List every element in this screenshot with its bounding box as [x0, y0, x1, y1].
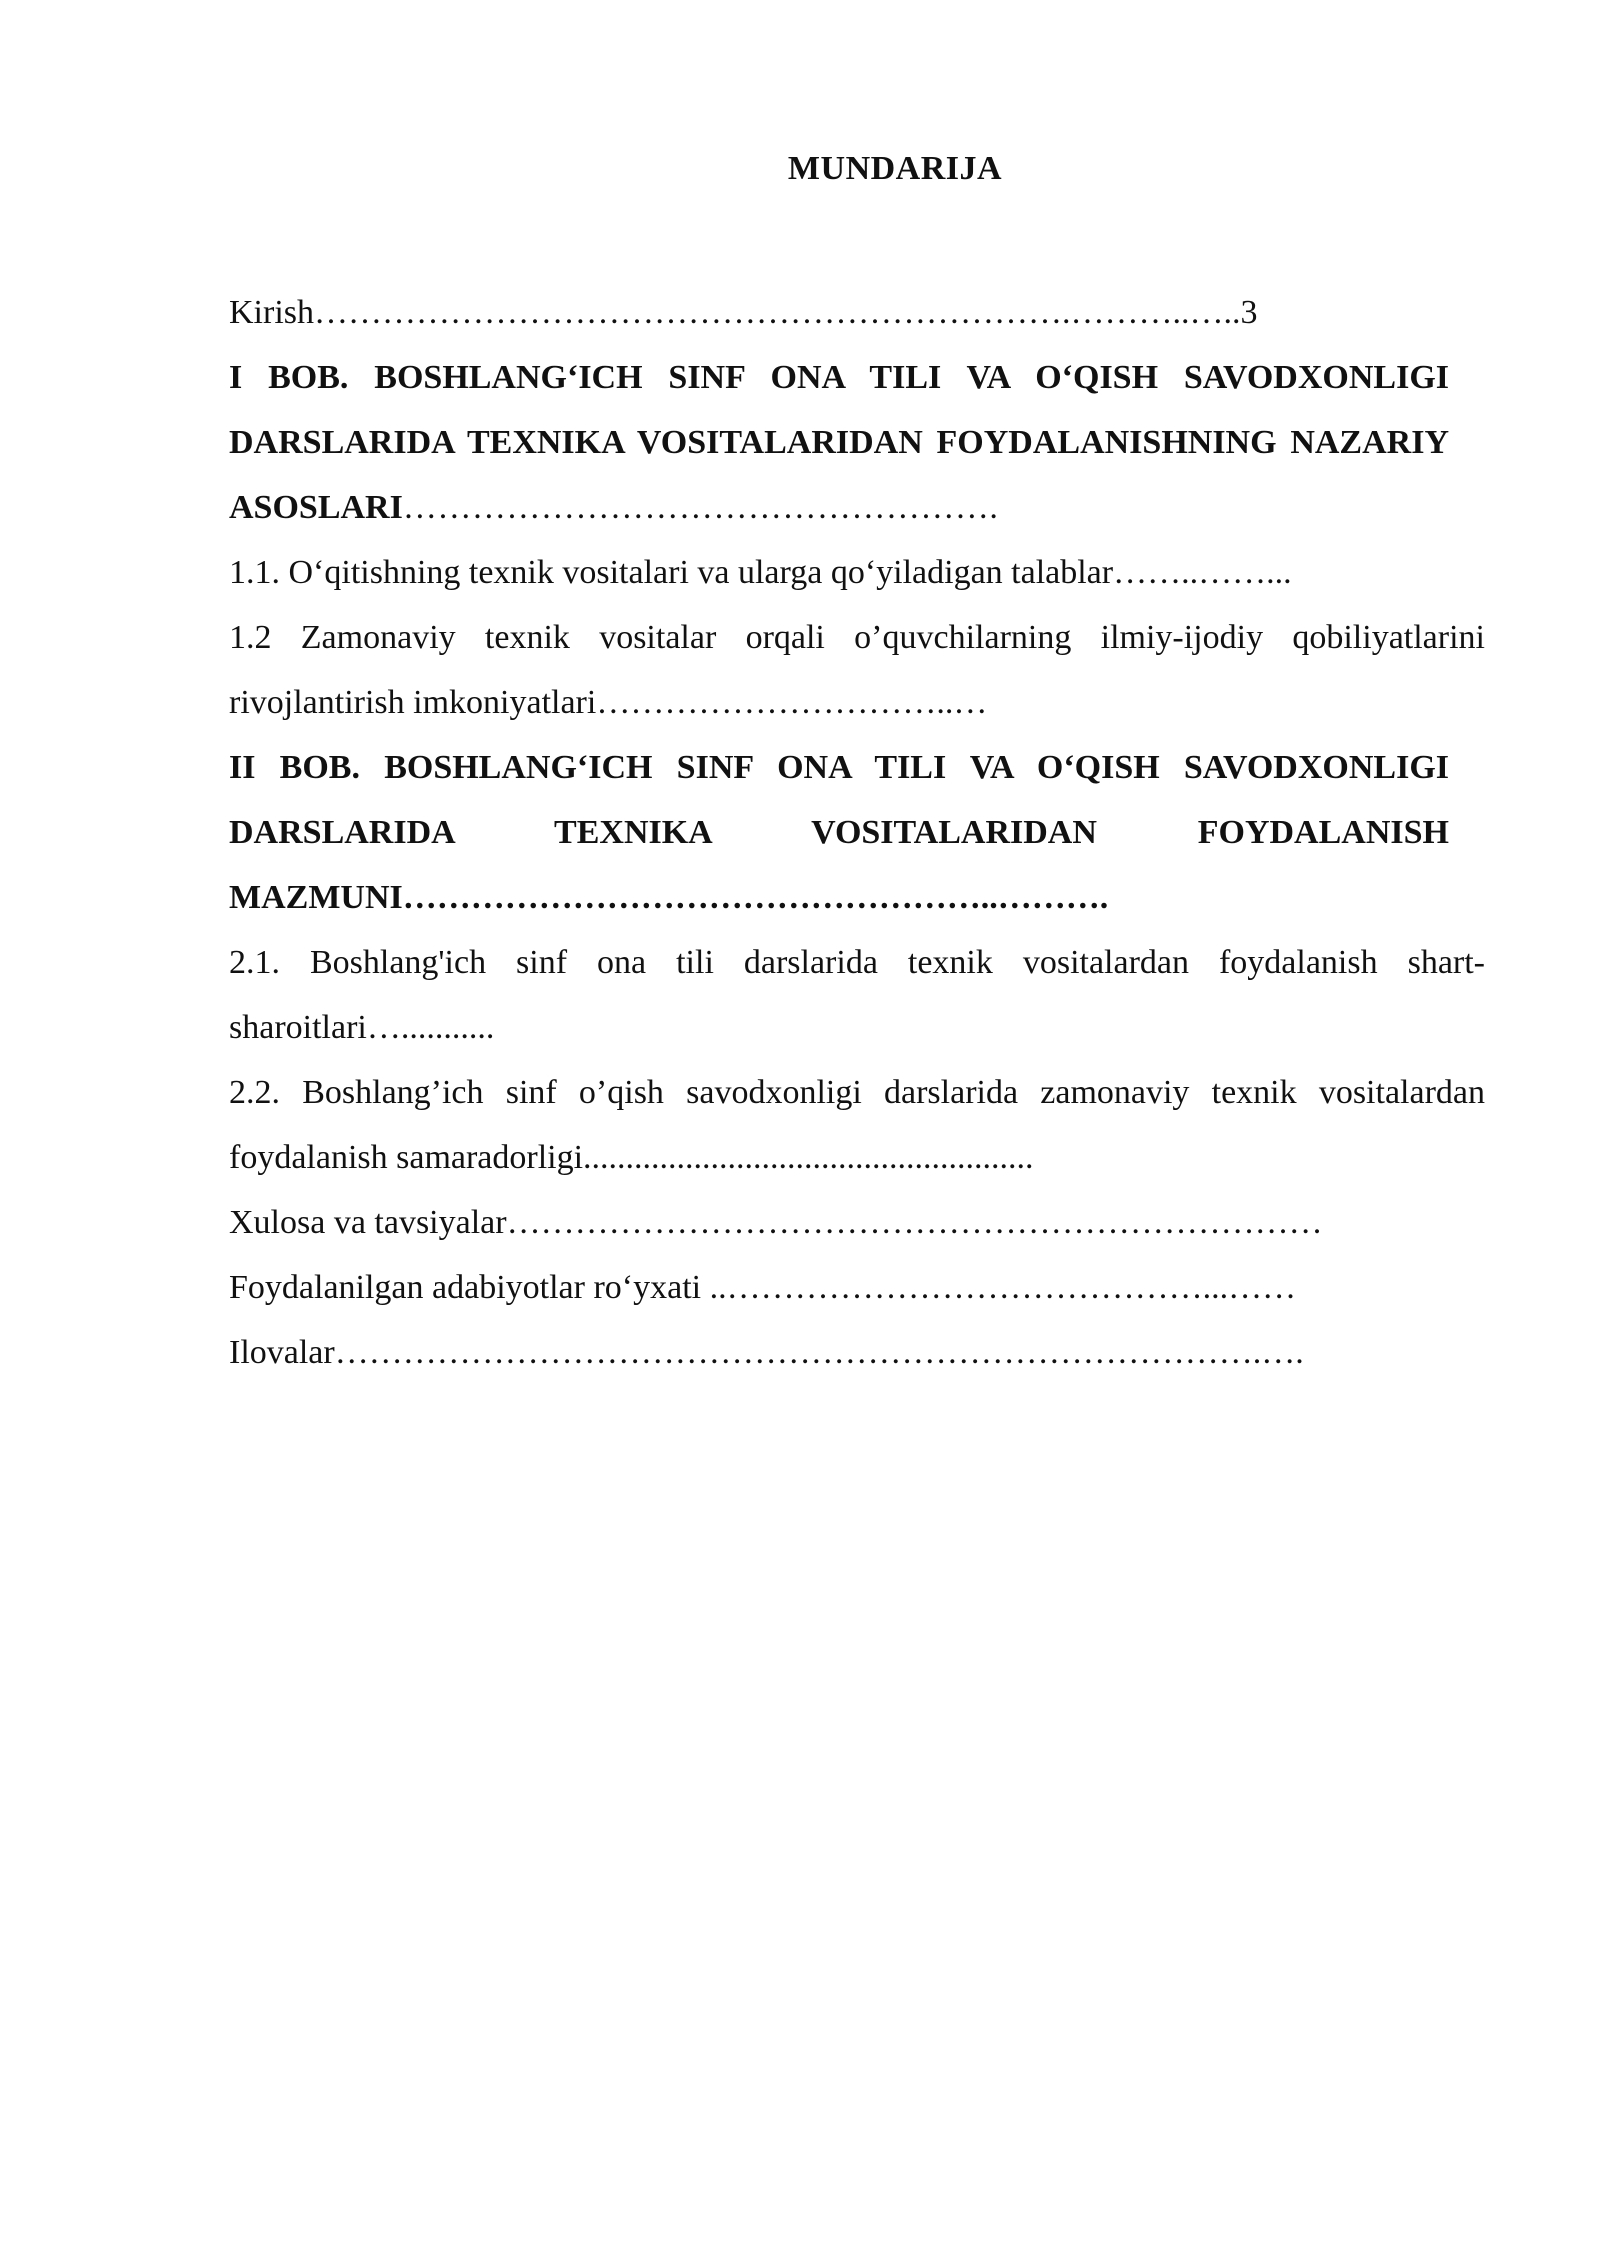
toc-entry-references: Foydalanilgan adabiyotlar ro‘yxati ..……………………………………...…… [229, 1269, 1297, 1306]
toc-entry-chapter-1 [229, 345, 1449, 540]
toc-entry-section-2-1: 2.1. Boshlang'ich sinf ona tili darslarida texnik vositalardan foydalanish shart-sharoitlari…........... [229, 944, 1485, 1046]
toc-entry-chapter-2: II BOB. BOSHLANG‘ICH SINF ONA TILI VA O‘QISH SAVODXONLIGI DARSLARIDA TEXNIKA VOSITALARIDAN FOYDALANISH MAZMUNI……………………………………………..………. [229, 749, 1449, 916]
table-of-contents [229, 280, 1485, 1385]
toc-entry-section-2-2: 2.2. Boshlang’ich sinf o’qish savodxonligi darslarida zamonaviy texnik vositalardan foydalanish samaradorligi..................................................... [229, 1074, 1485, 1176]
toc-entry-section-1-1: 1.1. O‘qitishning texnik vositalari va ularga qo‘yiladigan talablar……..……... [229, 554, 1292, 591]
toc-entry-chapter-1-leader: ……………………………………………. [402, 489, 999, 526]
toc-entry-chapter-1-title: I BOB. BOSHLANG‘ICH SINF ONA TILI VA O‘QISH SAVODXONLIGI DARSLARIDA TEXNIKA VOSITALARIDAN FOYDALANISHNING NAZARIY ASOSLARI [229, 359, 1449, 526]
page-title: MUNDARIJA [787, 150, 1003, 187]
toc-entry-section-1-2: 1.2 Zamonaviy texnik vositalar orqali o’quvchilarning ilmiy-ijodiy qobiliyatlarini rivojlantirish imkoniyatlari…………………………..… [229, 619, 1485, 721]
toc-entry-kirish: Kirish………………………………………………………….………..…..3 [229, 294, 1258, 331]
toc-entry-appendices: Ilovalar……………………………………………………………………….…. [229, 1334, 1304, 1371]
toc-entry-conclusion: Xulosa va tavsiyalar……………………………………………………………… [229, 1204, 1323, 1241]
